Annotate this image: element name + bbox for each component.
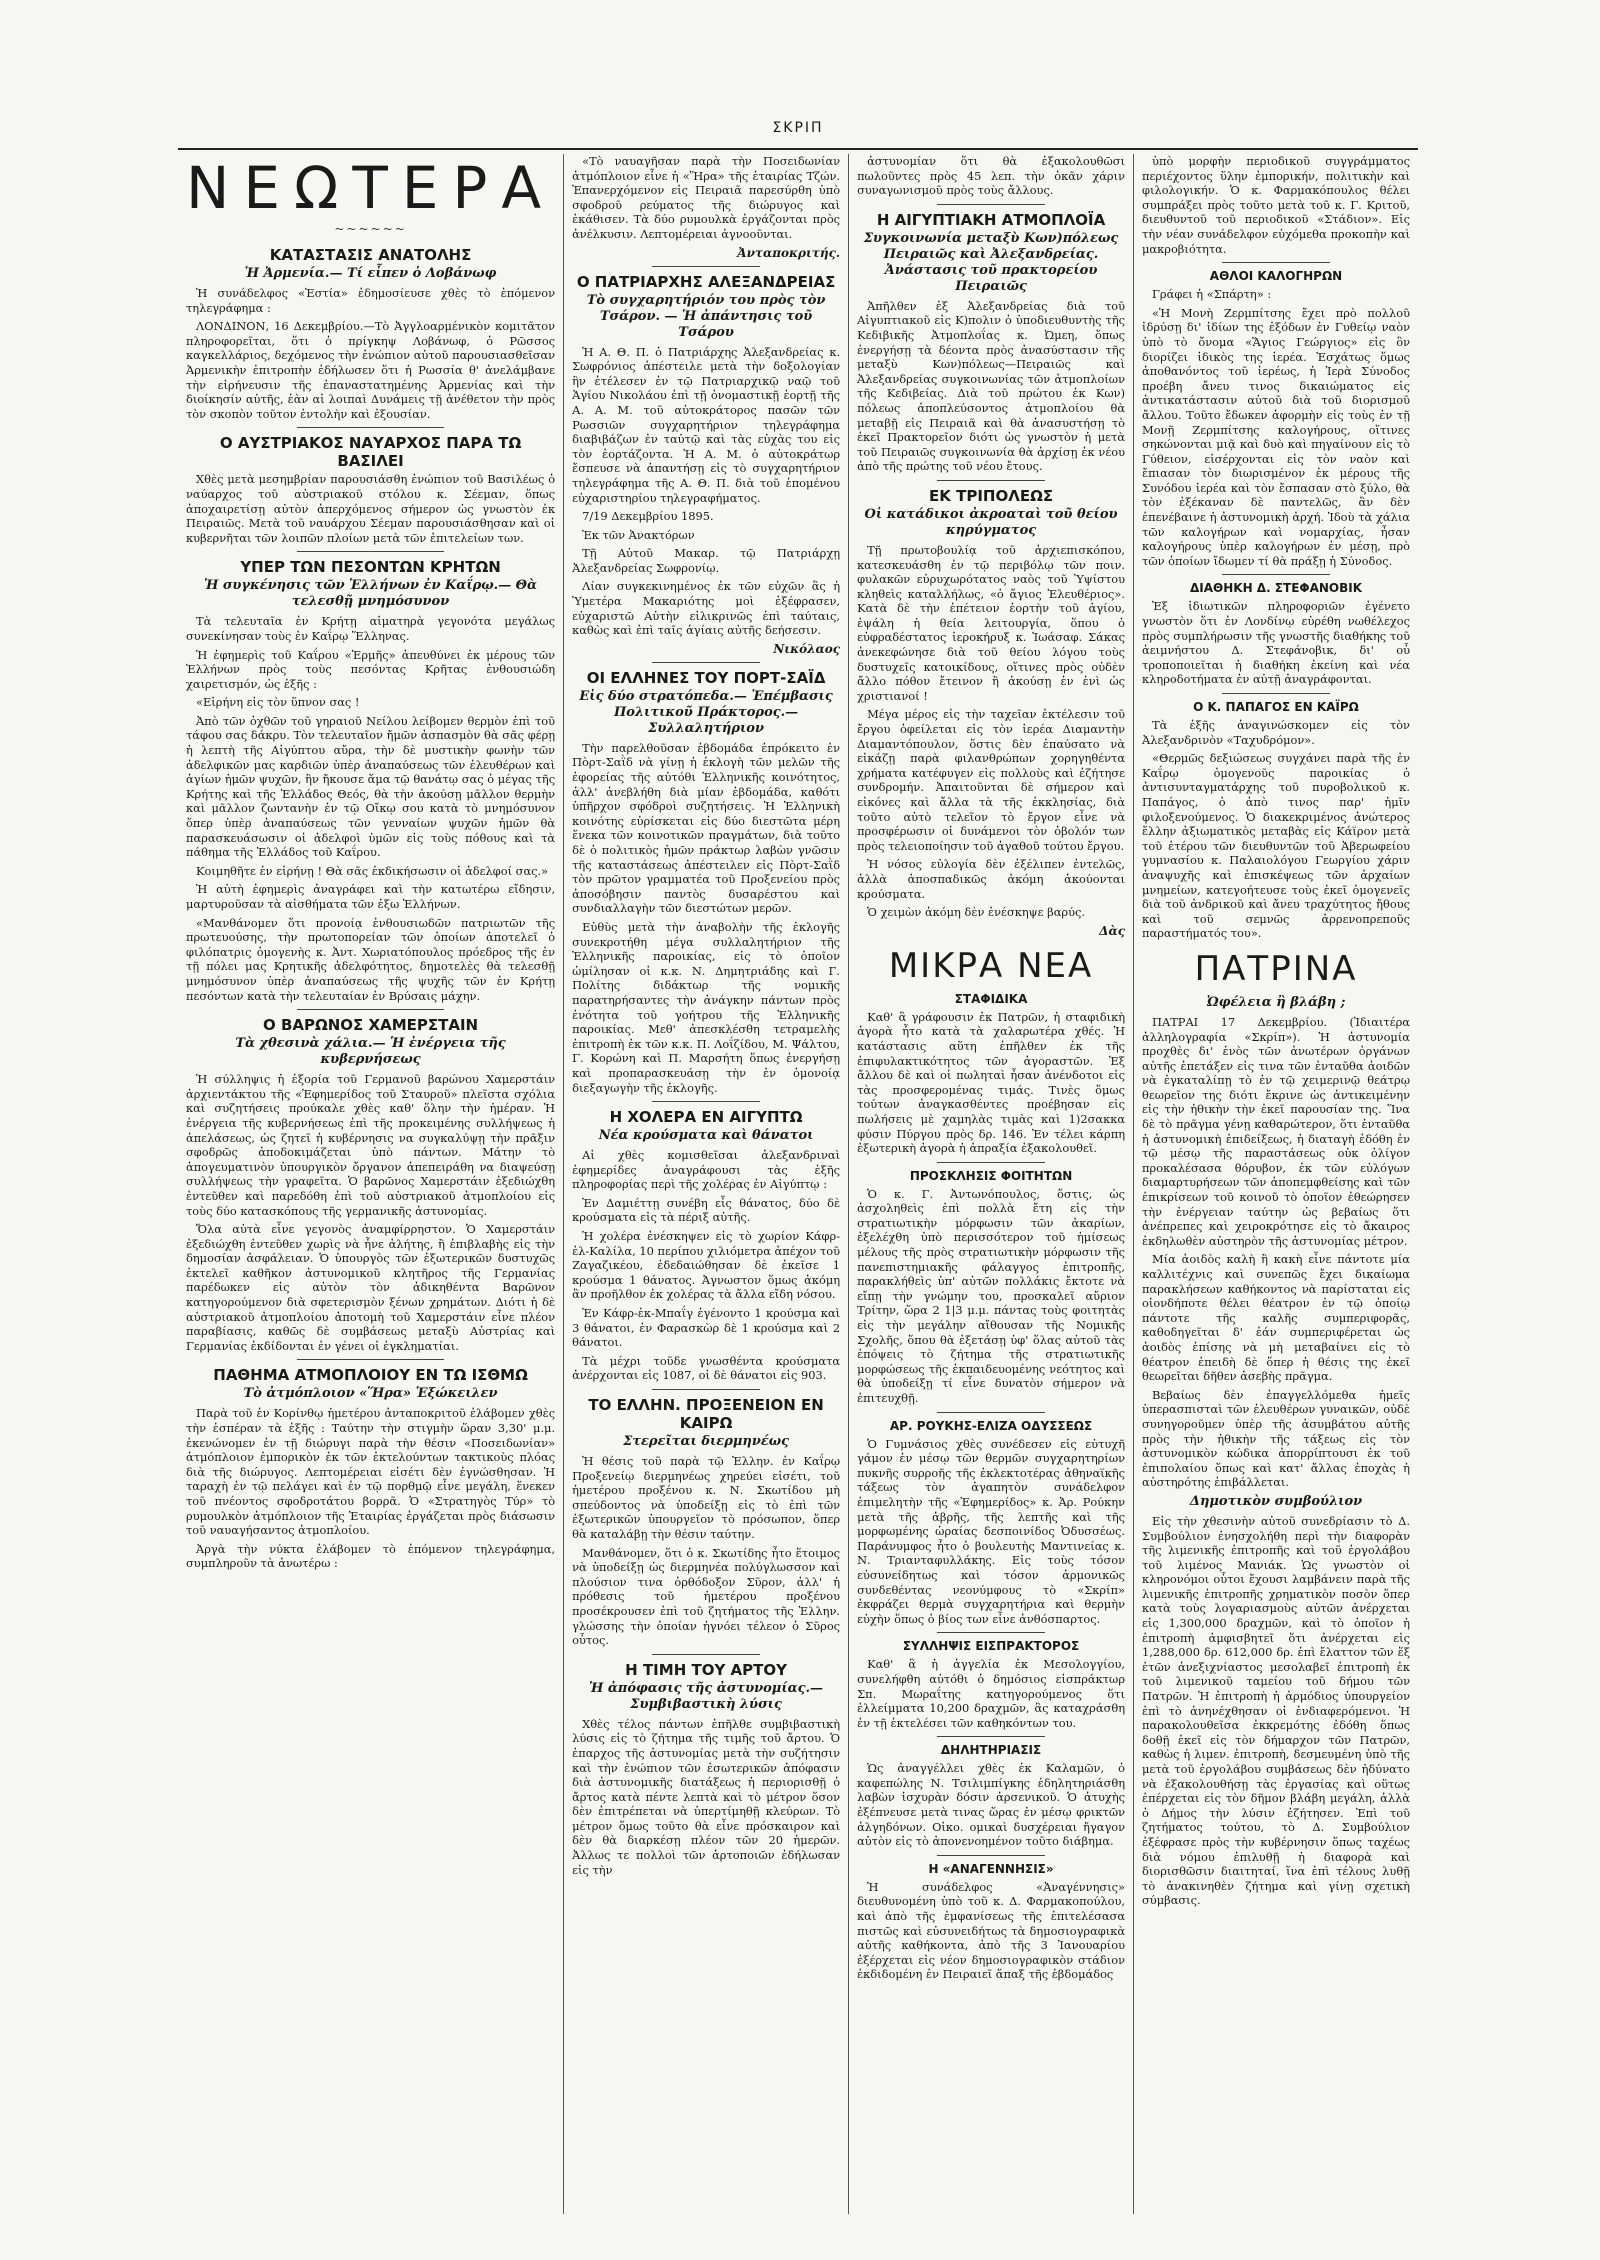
article-heading: ΕΚ ΤΡΙΠΟΛΕΩΣ [929, 486, 1054, 505]
article-subheading: Τὸ ἀτμόπλοιον «Ἥρα» Ἐξώκειλεν [243, 1386, 498, 1402]
article-text: Εἰς τὴν χθεσινὴν αὐτοῦ συνεδρίασιν τὸ Δ. Συμβούλιον ἐνησχολήθη περὶ τὴν διαφορὰν τῆς λιμενικῆς ἐπιτροπῆς καὶ τοῦ ἐργολάβου τοῦ λιμένος Μανιάκ. Ὡς γνωστὸν οἱ κληρονόμοι οὗτοι ἔχουσι λαμβάνειν παρὰ τῆς λιμενικῆς ἐπιτροπῆς χρηματικὸν ποσὸν ὅπερ κατὰ τοὺς λογαριασμοὺς αὐτῶν ἀνέρχεται εἰς 1,300,000 δραχμῶν, καὶ τὸ ὁποῖον ἡ ἐπιτροπὴ ἀμφισβητεῖ ὅτι ἀνέρχεται εἰς 1,288,000 δρ. 612,000 δρ. ἐπὶ ἔλαττον τῶν ἕξ ἐτῶν ἀνεξιχνίαστος μεσολαβεῖ ἐπιτροπὴ ἐκ τοῦ λιμενικοῦ ταμείου τοῦ δήμου τῶν Πατρῶν. Ἡ ἐπιτροπὴ ἡ ἀρμόδιος ὑπουργείον ἐπὶ τὸ ἀνηνέχθησαν οἱ ἐνδιαφερόμενοι. Ἡ παρακολουθεῖσα ἐκκρεμότης ἐδόθη ὅπως δοθῇ ἐκεῖ εἰς τὸν δήμαρχον τῶν Πατρῶν, καθὼς ἡ λιμεν. ἐπιτροπὴ, δεσμευμένη ὑπὸ τῆς μετὰ τοῦ ἐργολάβου συμβάσεως δὲν ἠδύνατο νὰ ἐξακολουθήσῃ τὰς ἐργασίας καὶ οὕτως ἐπέρχεται εἰς τὸν δῆμον βλάβη μεγάλη, ἀλλὰ ὁ Δήμος τὴν λύσιν ἐζήτησεν. Ἐπὶ τοῦ ζητήματος τούτου, τὸ Δ. Συμβούλιον ἐξέφρασε πρὸς τὴν κυβέρνησιν ὅπως ταχέως διὰ νόμου ἐπιλυθῇ ἡ διαφορὰ καὶ διορισθῶσιν διαιτηταί, ἵνα ἐπὶ τέλους λυθῇ τὸ ἀνακινηθὲν ζήτημα καὶ γίνῃ σχετικὴ σύμβασις. [1142, 1513, 1410, 1908]
article-subheading: Ἡ Ἀρμενία.— Τί εἶπεν ὁ Λοβάνωφ [244, 266, 497, 281]
article-text: ἀστυνομίαν ὅτι θὰ ἐξακολουθῶσι πωλοῦντες πρὸς 45 λεπ. τὴν ὀκᾶν χάριν συναγωνισμοῦ πρὸς τοὺς ἄλλους. [857, 154, 1126, 198]
article-heading: Ο ΒΑΡΩΝΟΣ ΧΑΜΕΡΣΤΑΙΝ [262, 1016, 479, 1035]
article-text: ΠΑΤΡΑΙ 17 Δεκεμβρίου. (Ἰδιαιτέρα ἀλληλογραφία «Σκρίπ»). Ἡ ἀστυνομία προχθὲς δι' ἑνὸς τῶν ἀνωτέρων ὀργάνων αὐτῆς ἐπετάξεν εἰς τινα τῶν ἐνταῦθα ἀοιδῶν νὰ ἐγκαταλίπῃ τὸ ἐν τῷ χειμερινῷ θεάτρῳ θεωρεῖον της διότι ἔκρινε ὡς ἀντικειμένην εἰς τὴν ἠθικὴν τὴν ἐκεῖ παρουσίαν της. Ἵνα δὲ τὸ πρᾶγμα γένῃ καθαρώτερον, ὅτι ἐνταῦθα ἡ ἀστυνομικὴ ἐπιδείξεως, ἡ διαταγὴ ἐδόθη ἐν τῷ μέσῳ τῆς παραστάσεως οὐκ ὀλίγον προκαλέσασα θόρυβον, ἐκ τῶν εὐλόγων διαμαρτυρήσεων τῶν ἀποπεμφθείσης καὶ τῶν ἐπικρίσεων τοῦ κοινοῦ τὸ ὁποῖον ἐθεώρησεν τὴν ἐνέργειαν ταύτην ὡς βεβαίως ὅτι ἀνέπρεπες καὶ χειροκρότησε εἰς τὸ ἄκαιρος ἐκδηλωθὲν αὐστηρὸν τῆς ἀστυνομίας μέτρον. [1142, 1014, 1410, 1248]
article-text: Καθ' ἃ ἡ ἀγγελία ἐκ Μεσολογγίου, συνελήφθη αὐτόθι ὁ δημόσιος εἰσπράκτωρ Σπ. Μωραΐτης κατηγορούμενος ὅτι ἐλλείμματα 10,200 δραχμῶν, ἃς καταχράσθη ἐν τῇ ἐκτελέσει τῶν καθηκόντων του. [857, 1657, 1126, 1730]
article-heading: Η «ΑΝΑΓΕΝΝΗΣΙΣ» [928, 1861, 1054, 1876]
article-text: Μέγα μέρος εἰς τὴν ταχεῖαν ἐκτέλεσιν τοῦ ἔργου ὀφείλεται εἰς τὸν ἱερέα Διαμαντὴν Διαμαντόπουλον, ὅστις δὲν ἐπαύσατο νὰ εἰκάζῃ παρὰ φιλανθρώπων χορηγηθέντα χρήματα κατέφυγεν εἰς πολλοὺς καὶ ἐζήτησε συνδρομήν. Ἀπαιτοῦνται δὲ σήμερον καὶ εἰκόνες καὶ ἄλλα τὰ τῆς ἐκκλησίας, διὰ τοῦτο αὐτὸ τελεῖον τὸ ἔργον εἶνε νὰ προσφέρωσιν οἱ δυνάμενοι τὸν ὀβολόν των πρὸς τελειοποίησιν τοῦ ἀγαθοῦ τούτου ἔργου. [857, 707, 1126, 853]
article-text: «Τὸ ναυαγῆσαν παρὰ τὴν Ποσειδωνίαν ἀτμόπλοιον εἶνε ἡ «Ἥρα» τῆς ἑταιρίας Τζών. Ἐπανερχόμενον εἰς Πειραιᾶ παρεσύρθη ὑπὸ σφοδροῦ ρεύματος τῆς διώρυγος καὶ ἐκάθισεν. Τὰ δύο ρυμουλκὰ ἐργάζονται πρὸς ἀνέλκυσιν. Λεπτομέρειαι ἀγνοοῦνται. [572, 154, 841, 241]
article-text: ΛΟΝΔΙΝΟΝ, 16 Δεκεμβρίου.—Τὸ Ἀγγλοαρμένικὸν κομιτᾶτον πληροφορεῖται, ὅτι ὁ πρίγκηψ Λοβάνωφ, ὁ Ρῶσσος καγκελλάριος, δεχόμενος τὴν ἐνώπιον αὐτοῦ παρουσιασθεῖσαν Ἀρμενικὴν ἐπιτροπὴν ἐδήλωσεν ὅτι ἡ Ρωσσία θ' ἀνελάμβανε τὴν εἰρήνευσιν τῆς ἐπαναστατημένης Ἀρμενίας καὶ τὴν διοίκησίν αὐτῆς, ἐὰν αἱ λοιπαὶ Δυνάμεις τῇ ἀνέθετον τὴν πρὸς τὸν σκοπὸν τοῦτον ἐντολὴν καὶ ἐξουσίαν. [186, 319, 556, 421]
article-heading: Ο Κ. ΠΑΠΑΓΟΣ ΕΝ ΚΑΪΡΩ [1193, 700, 1359, 714]
article-heading: Η ΤΙΜΗ ΤΟΥ ΑΡΤΟΥ [625, 1660, 787, 1679]
columns [178, 154, 1418, 2214]
article-text: Ἡ χολέρα ἐνέσκηψεν εἰς τὸ χωρίον Κάφρ-ἐλ-Καλίλα, 10 περίπου χιλιόμετρα ἀπέχον τοῦ Ζαγαζικέου, ἐδεδαιώθησαν δὲ ἐκεῖσε 1 κρούσμα 1 θάνατος. Ἀγνωστον ὅμως ἀκόμη ἂν προῆλθον ἐκ χολέρας τὰ ἄλλα εἴδη νόσου. [572, 1229, 841, 1302]
article-subheading: Συγκοινωνία μεταξὺ Κων)πόλεως Πειραιῶς καὶ Ἀλεξανδρείας. Ἀνάστασις τοῦ πρακτορείου Πειραιῶς [863, 230, 1119, 294]
article-text: Ἀπῆλθεν ἐξ Ἀλεξανδρείας διὰ τοῦ Αἰγυπτιακοῦ εἰς Κ)πολιν ὁ ὑποδιευθυντὴς τῆς Κεδιβικῆς Ἀτμοπλοΐας κ. Ὠμεη, ὅπως ἐνεργήσῃ τὰ δέοντα πρὸς ἀνασύστασιν τῆς μεταξὺ Κων)πόλεως—Πειραιῶς καὶ Ἀλεξανδρείας συγκοινωνίας τῶν ἀτμοπλοίων τῆς Κεδιβείας. Διὰ τοῦ πρώτου ἐκ Κων) πόλεως ἀποπλεύσοντος ἀτμοπλοίου θὰ μεταβῇ εἰς Πειραιᾶ καὶ θὰ ἀνασυστήσῃ τὸ ἐκεῖ Πρακτορεῖον διότι ὡς γνωστὸν ἡ μετὰ τοῦ Πειραιῶς συγκοινωνία θὰ ἀρχίσῃ ἐκ νέου ἀπὸ τῆς πρώτης τοῦ νέου ἔτους. [857, 298, 1126, 474]
article-text: «Θερμῶς δεξιώσεως συγχάνει παρὰ τῆς ἐν Καΐρῳ ὁμογενοῦς παροικίας ὁ ἀντισυνταγματάρχης τοῦ πυροβολικοῦ κ. Παπάγος, ὁ ἀπὸ τινος παρ' ἡμῖν φιλοξενούμενος. Ὁ διακεκριμένος ἀνώτερος ἕλλην ἀξιωματικὸς μεταβὰς εἰς Κάϊρον μετὰ τοῦ ἑτέρου τῶν διευθυντῶν τοῦ Ἀβερωφείου γυμνασίου κ. Παλαιολόγου Γεωργίου χάριν ἀναψυχῆς καὶ ἐπισκέψεως τῶν ἀρχαίων μνημείων, κατεγοήτευσε τοὺς ἐκεῖ ὁμογενεῖς διὰ τοῦ ἀνδρικοῦ καὶ ἄνευ τραχύτητος ἤθους καὶ τοῦ σεμνῶς ἀρρενοπρεποῦς παραστήματός του». [1142, 751, 1410, 941]
article-text: Ὁ κ. Γ. Ἀντωνόπουλος, ὅστις, ὡς ἀσχοληθεὶς ἐπὶ πολλὰ ἔτη εἰς τὴν στρατιωτικὴν μόρφωσιν τῶν ἀκαρίων, ἐξελέχθη ὑπὸ περισσότερον τοῦ ἡμίσεως μέλους τῆς πρὸς στρατιωτικὴν μόρφωσιν τῆς πανεπιστημιακῆς φάλαγγος ἐπιτροπῆς, παρακλήθεὶς ὑπ' αὐτῶν πολλάκις ἔκτοτε νὰ εἴπῃ τὴν γνώμην του, προσκαλεῖ αὔριον Τρίτην, ὥρα 2 1|3 μ.μ. πάντας τοὺς φοιτητὰς εἰς τὴν μεγάλην αἴθουσαν τῆς Νομικῆς Σχολῆς, ὅπου θὰ ἐξετάσῃ ὑφ' ὅλας αὐτοῦ τὰς ἐπόψεις τὸ ζήτημα τῆς στρατιωτικῆς μορφώσεως τῆς ἐκπαιδευομένης νεότητος καὶ θὰ ὑποδείξῃ τί εἶνε δυνατὸν σήμερον νὰ ἐπιτευχθῇ. [857, 1186, 1126, 1405]
article-text: Τὰ μέχρι τοῦδε γνωσθέντα κρούσματα ἀνέρχονται εἰς 1087, οἱ δὲ θάνατοι εἰς 903. [572, 1353, 841, 1383]
divider [1222, 262, 1329, 263]
article-subheading: Εἰς δύο στρατόπεδα.— Ἐπέμβασις Πολιτικοῦ Πράκτορος.— Συλλαλητήριον [579, 688, 833, 736]
article-subheading: Τὰ χθεσινὰ χάλια.— Ἡ ἐνέργεια τῆς κυβερνήσεως [235, 1036, 506, 1068]
divider [652, 1389, 759, 1390]
article-text: Ὁ Γυμνάσιος χθὲς συνέδεσεν εἰς εὐτυχῆ γάμον ἐν μέσῳ τῶν θερμῶν συγχαρητηρίων πυκνῆς συρροῆς τῆς ἐκλεκτοτέρας ἀθηναϊκῆς τάξεως τὸν ἀγαπητὸν συνάδελφον ἐπιμελητὴν τῆς «Ἐφημερίδος» κ. Ἀρ. Ρούκην μετὰ τῆς ἁβρῆς, τῆς λεπτῆς καὶ τῆς μορφωμένης ὡραίας δεσποινίδος Ὀδυσσέως. Παράνυμφος ἦτο ὁ βουλευτὴς Μαντινείας κ. Ν. Τριανταφυλλάκης. Εἰς τοὺς τόσον εὐσυνείδητως καὶ τόσον ἁρμονικῶς συνδεθέντας νεονύμφους τὸ «Σκρίπ» ἐκφράζει θερμὰ συγχαρητήρια καὶ θερμὴν εὐχὴν ὅπως ὁ βίος των εἶνε ἀνθόσπαρτος. [857, 1436, 1126, 1626]
article-subheading: Τὸ συγχαρητήριόν του πρὸς τὸν Τσάρον. — Ἡ ἀπάντησις τοῦ Τσάρου [586, 292, 826, 340]
article-text: Ἡ συνάδελφος «Ἑστία» ἐδημοσίευσε χθὲς τὸ ἑπόμενον τηλεγράφημα : [186, 286, 556, 315]
article-heading: ΚΑΤΑΣΤΑΣΙΣ ΑΝΑΤΟΛΗΣ [269, 246, 472, 264]
article-text: Ἡ θέσις τοῦ παρὰ τῷ Ἑλλην. ἐν Καΐρῳ Προξενείῳ διερμηνέως χηρεύει εἰσέτι, τοῦ ἡμετέρου προξένου κ. Ν. Σκωτίδου μὴ σπεύδοντος νὰ ὑποδείξῃ εἰς τὸ ἐπὶ τῶν ἐξωτερικῶν ὑπουργεῖον τὸ πρόσωπον, ὅπερ θὰ καταλάβῃ τὴν θέσιν ταύτην. [572, 1454, 841, 1541]
article-text: «Μανθάνομεν ὅτι προνοίᾳ ἐνθουσιωδῶν πατριωτῶν τῆς πρωτευούσης, τὴν πρωτοπορείαν τῶν ὁποίων ἀποτελεῖ ὁ φιλόπατρις ὁμογενὴς κ. Ἀντ. Χωριατόπουλος πρόεδρος τῆς ἐν τῇ πόλει μας Κρητικῆς ἀδελφότητος, δημοτελὲς θὰ τελεσθῇ μνημόσυνον ὑπὲρ ἀναπαύσεως τῆς ψυχῆς τῶν ἐν Κρήτῃ πεσόντων κατὰ τὴν τελευταίαν ἐν Βρύσαις μάχην. [186, 915, 556, 1003]
article-heading: Ο ΠΑΤΡΙΑΡΧΗΣ ΑΛΕΞΑΝΔΡΕΙΑΣ [576, 272, 836, 291]
article-heading: Η ΑΙΓΥΠΤΙΑΚΗ ΑΤΜΟΠΛΟΪΑ [876, 210, 1106, 229]
divider [937, 1162, 1044, 1163]
article-subheading: Ὠφέλεια ἢ βλάβη ; [1206, 994, 1346, 1010]
article-text: Τὰ ἑξῆς ἀναγινώσκομεν εἰς τὸν Ἀλεξανδρινὸν «Ταχυδρόμον». [1142, 718, 1410, 747]
article-text: Ἐκ τῶν Ἀνακτόρων [582, 527, 695, 542]
article-subheading: Οἱ κατάδικοι ἀκροαταὶ τοῦ θείου κηρύγματος [864, 506, 1118, 538]
divider [297, 1359, 445, 1360]
section-banner: ΝΕΩΤΕΡΑ [186, 154, 556, 222]
article-heading: ΔΗΛΗΤΗΡΙΑΣΙΣ [940, 1743, 1042, 1758]
article-text: Ἡ νόσος εὐλογία δὲν ἐξέλιπεν ἐντελῶς, ἀλλὰ ἀποσπαδικῶς ἀκόμη ἀκούονται κρούσματα. [857, 857, 1126, 901]
article-text: Τῇ πρωτοβουλίᾳ τοῦ ἀρχιεπισκόπου, κατεσκευάσθη ἐν τῷ περιβόλῳ τῶν ποιν. φυλακῶν εὐρυχωρότατος ναὸς τοῦ Ὑψίστου κληθεὶς καταλλήλως, «ὁ ἅγιος Ἐλευθέριος». Κατὰ δὲ τὴν ἐπέτειον ἑορτὴν τοῦ ἁγίου, ἐψάλη ἡ θεία λειτουργία, ὅπου ὁ εὐφραδέστατος ἱεροκήρυξ κ. Ἰωάσαφ. Σάκας ἀνεκεφώνησε διὰ τοῦ θείου λόγου τοὺς δυστυχεῖς κατοικίδους, οἵτινες πρὸς οὐδὲν ἄλλο πόθον ἔτεινον ἢ ἀκούσῃ ἐν ἑνὶ ὡς χριστιανοί ! [857, 542, 1126, 703]
article-text: Παρὰ τοῦ ἐν Κορίνθῳ ἡμετέρου ἀνταποκριτοῦ ἐλάβομεν χθὲς τὴν ἑσπέραν τὰ ἑξῆς : Ταύτην τὴν στιγμὴν ὥραν 3,30' μ.μ. ἐκενώνομεν ἐν τῇ διώρυγι παρὰ τὴν θέσιν «Ποσειδωνίαν» ἀτμόπλοιον ἐμπορικὸν ἐκ τῶν ἐκτελούντων τακτικοὺς πλόας διὰ τῆς διώρυγος. Λεπτομέρειαι εἰσέτι δὲν ἐγνώσθησαν. Ἡ ταραχὴ ἐν τῷ πελάγει καὶ ἐν τῷ πορθμῷ εἶνε μεγάλη, ἕνεκεν τοῦ πνέοντος σφοδροτάτου βορρᾶ. Ὁ «Στρατηγὸς Τύρ» τὸ ρυμουλκὸν ἀτμόπλοιον τῆς Ἑταιρίας ἐργάζεται πρὸς διάσωσιν τοῦ ναυαγήσαντος ἀτμοπλοίου. [186, 1406, 556, 1538]
divider [652, 266, 759, 267]
column-1 [178, 154, 564, 2214]
article-text: Καθ' ἃ γράφουσιν ἐκ Πατρῶν, ἡ σταφιδικὴ ἀγορὰ ἦτο κατὰ τὰ χαλαρωτέρα χθές. Ἡ κατάστασις αὕτη ἐπῆλθεν ἐκ τῆς ἐπιφυλακτικότητος τῶν ἀγοραστῶν. Ἐξ ἄλλου δὲ καὶ οἱ πωληταὶ ἦσαν ἀνένδοτοι εἰς τὰς προσφερομένας τιμάς. Τινὲς ὅμως τούτων ἀναγκασθέντες προέβησαν εἰς πωλήσεις μὲ χαμηλὰς τιμὰς καὶ 1)2σακκα φύσιν Πύργου πρὸς δρ. 146. Ἐν τέλει κάρπη ἐξωτερικὴ ἀγορὰ ἡ ἀπραξία ἐξακολουθεῖ. [857, 1009, 1126, 1156]
article-text: Ἡ ἐφημερὶς τοῦ Καΐρου «Ἑρμῆς» ἀπευθύνει ἐκ μέρους τῶν Ἑλλήνων πρὸς τοὺς πεσόντας Κρῆτας ἐνθουσιώδη χαιρετισμόν, ὡς ἑξῆς : [186, 647, 556, 691]
article-text: Τῇ Αὐτοῦ Μακαρ. τῷ Πατριάρχῃ Ἀλεξανδρείας Σωφρονίῳ. [572, 546, 841, 575]
article-text: Ἡ Α. Θ. Π. ὁ Πατριάρχης Ἀλεξανδρείας κ. Σωφρόνιος ἀπέστειλε μετὰ τὴν δοξολογίαν ἣν ἐτέλεσεν ἐν τῷ Πατριαρχικῷ ναῷ τοῦ Ἁγίου Νικολάου ἐπὶ τῇ ὀνομαστικῇ ἑορτῇ τῆς Α. Α. Μ. τοῦ αὐτοκράτορος πασῶν τῶν Ρωσσιῶν συγχαρητήριον τηλεγράφημα διαβιβάζων ἐν ταὐτῷ καὶ τὰς εὐχὰς του εἰς τὸν ἑορτάζοντα. Ἡ Α. Μ. ὁ αὐτοκράτωρ ἔσπευσε νὰ ἀπαντήσῃ εἰς τὸ συγχαρητήριον τηλεγράφημα τῆς Α. Θ. Π. διὰ τοῦ ἑπομένου εὐχαριστηρίου τηλεγραφήματος. [572, 344, 841, 505]
article-heading: Η ΧΟΛΕΡΑ ΕΝ ΑΙΓΥΠΤΩ [609, 1108, 803, 1127]
article-text: Ἀπὸ τῶν ὀχθῶν τοῦ γηραιοῦ Νείλου λείβομεν θερμὸν ἐπὶ τοῦ τάφου σας δάκρυ. Τὸν τελευταῖον ἤμῶν ἀσπασμὸν θὰ σᾶς φέρῃ ἡ λεπτὴ τῆς Αἰγύπτου αὔρα, τὴν δὲ μυστικὴν φωνὴν τῶν ἀδελφικῶν μας καρδιῶν ὑπὲρ ἀναπαύσεως τῶν ἐλευθέρων καὶ ἁγίων ἡμῶν ψυχῶν, ἣν ἤκουσε ἅμα τῷ θανάτῳ σας ὁ μέγας τῆς Κρήτης καὶ τῆς Ἑλλάδος Θεός, θὰ τὴν ἀκούσῃ μᾶλλον θερμὴν καὶ μᾶλλον ζωντανὴν ἐν τῷ Οἴκῳ σου κατὰ τὸ μνημόσυνον ὅπερ ὑπὲρ ἀναπαύσεως τῶν γενναίων ψυχῶν ἡμῶν θὰ παρασκευάσωσιν οἱ ἀδελφοὶ ὑμῶν εἰς τοὺς πόθους καὶ τὰ πάθημα τῆς Ἑλλάδος τοῦ Καΐρου. [186, 713, 556, 860]
article-text: ὑπὸ μορφὴν περιοδικοῦ συγγράμματος περιέχοντος ὕλην ἐμπορικήν, πολιτικὴν καὶ φιλολογικήν. Ὁ κ. Φαρμακόπουλος θέλει συμπράξει πρὸς τοῦτο μετὰ τοῦ κ. Γ. Κριτοῦ, διευθυντοῦ τοῦ περιοδικοῦ «Στάδιον». Εἰς τὴν νέαν συνάδελφον εὐχόμεθα προκοπὴν καὶ μακροβιότητα. [1142, 154, 1410, 256]
article-text: Αἱ χθὲς κομισθεῖσαι ἀλεξανδριναὶ ἐφημερίδες ἀναγράφουσι τὰς ἑξῆς πληροφορίας περὶ τῆς χολέρας ἐν Αἰγύπτῳ : [572, 1148, 841, 1192]
article-text: Γράφει ἡ «Σπάρτη» : [1152, 287, 1272, 302]
divider [652, 662, 759, 663]
article-heading: ΣΥΛΛΗΨΙΣ ΕΙΣΠΡΑΚΤΟΡΟΣ [902, 1639, 1080, 1654]
section-banner: ΜΙΚΡΑ ΝΕΑ [888, 945, 1094, 986]
column-2 [564, 154, 849, 2214]
divider [1222, 574, 1329, 575]
article-heading: ΤΟ ΕΛΛΗΝ. ΠΡΟΞΕΝΕΙΟΝ ΕΝ ΚΑΙΡΩ [588, 1396, 824, 1432]
article-text: Μανθάνομεν, ὅτι ὁ κ. Σκωτίδης ἦτο ἕτοιμος νὰ ὑποδείξῃ ὡς διερμηνέα πολύγλωσσον καὶ πλούσιον τινα ὀρθόδοξον Σῦρον, ἀλλ' ἡ πρόθεσις τοῦ ἡμετέρου προξένου προσέκρουσεν ἐπὶ τοῦ ζητήματος τῆς Ἑλλην. γλώσσης τὴν ὁποίαν ἠγνόει τέλεον ὁ Σῦρος οὗτος. [572, 1545, 841, 1648]
divider [652, 1654, 759, 1655]
article-subheading: Ἡ ἀπόφασις τῆς ἀστυνομίας.— Συμβιβαστικὴ λύσις [589, 1680, 824, 1712]
article-text: «Ἡ Μονὴ Ζερμπίτσης ἔχει πρὸ πολλοῦ ἱδρύσῃ δι' ἰδίων της ἐξόδων ἐν Γυθείῳ ναὸν ὑπὸ τὸ ὄνομα «Ἅγιος Γεώργιος» εἰς ὃν διορίζει ἰδικὸς της ἱερέα. Ἐσχάτως ὅμως ἀποθανόντος τοῦ ἱερέως, ἡ Ἱερὰ Σύνοδος προέβη ἄνευ τινος δικαιώματος εἰς ἀντικατάστασιν αὐτοῦ διὰ τοῦ διορισμοῦ ἄλλου. Τοῦτο ἔδωκεν ἀφορμὴν εἰς τοὺς ἐν τῇ Μονῇ Ζερμπίτσης καλογήρους, οἵτινες σηκώνονται μιᾷ καὶ δυὸ καὶ πηγαίνουν εἰς τὸ Γύθειον, εἰσέρχονται εἰς τὸν ναὸν καὶ ἔπιασαν τὸν διωρισμένον ἐκ μέρους τῆς Συνόδου ἱερέα καὶ τὸν ἔσπασαν στὸ ξύλο, θὰ τὸν ἐξέκαναν δὲ παντελῶς, ἂν δὲν ἐπενέβαινε ἡ ἀστυνομικὴ ἀρχή. Ἰδοὺ τὰ χάλια τῶν καλογήρων καὶ νομαρχίας, ἦσαν καλογήρους ὑπὲρ καλογήρων ἐν μέσῃ, πρὸ τῶν ὁποίων ἴδωμεν τί θὰ πράξῃ ἡ Σύνοδος. [1142, 305, 1410, 568]
article-text: 7/19 Δεκεμβρίου 1895. [582, 509, 714, 524]
divider [937, 1412, 1044, 1413]
newspaper-name: ΣΚΡΙΠ [772, 120, 824, 136]
article-heading: Ο ΑΥΣΤΡΙΑΚΟΣ ΝΑΥΑΡΧΟΣ ΠΑΡΑ ΤΩ ΒΑΣΙΛΕΙ [219, 434, 522, 471]
article-text: Ὡς ἀναγγέλλει χθὲς ἐκ Καλαμῶν, ὁ καφεπώλης Ν. Τσιλιμπίγκης ἐδηλητηριάσθη λαβὼν ἰσχυρὰν δόσιν ἀρσενικοῦ. Ὁ ἀτυχὴς ἐξέπνευσε μετὰ τινας ὥρας ἐν μέσῳ φρικτῶν ἀλγηδόνων. Οἰκο. ομικαὶ δυσχέρειαι ἤγαγον αὐτὸν εἰς τὸ ἀπονενοημένον τοῦτο διάβημα. [857, 1761, 1126, 1849]
divider [937, 480, 1044, 481]
divider [937, 1736, 1044, 1737]
section-banner: ΠΑΤΡΙΝΑ [1194, 948, 1358, 989]
article-heading: ΠΡΟΣΚΛΗΣΙΣ ΦΟΙΤΗΤΩΝ [909, 1168, 1073, 1183]
column-4 [1134, 154, 1418, 2214]
divider [937, 1855, 1044, 1856]
article-heading: ΟΙ ΕΛΛΗΝΕΣ ΤΟΥ ΠΟΡΤ-ΣΑΪΔ [586, 668, 826, 687]
column-3 [849, 154, 1134, 2214]
divider [297, 1009, 445, 1010]
article-heading: ΠΑΘΗΜΑ ΑΤΜΟΠΛΟΙΟΥ ΕΝ ΤΩ ΙΣΘΜΩ [213, 1366, 528, 1385]
article-text: Ἡ αὐτὴ ἐφημερὶς ἀναγράφει καὶ τὴν κατωτέρω εἴδησιν, μαρτυροῦσαν τὰ αἰσθήματα τῶν ἐξω Ἑλλήνων. [186, 882, 556, 911]
article-text: Βεβαίως δὲν ἐπαγγελλόμεθα ἡμεῖς ὑπερασπισταὶ τῶν ἐλευθέρων γυναικῶν, οὐδὲ συνηγοροῦμεν ὑπὲρ τῆς ἀσυμβάτου αὐτῆς πρὸς τὴν ἠθικὴν τῆς τάξεως εἰς τὸν ἀστυνομικὸν κώδικα ἀπορρίπτουσι ἐκ τοῦ ἐπιπολαίου ὅπως καὶ κατ' ἄλλας ἐποχὰς ἡ αὐστηρότης ἐπιβάλλεται. [1142, 1387, 1410, 1490]
article-text: Εὐθὺς μετὰ τὴν ἀναβολὴν τῆς ἐκλογῆς συνεκροτήθη μέγα συλλαλητήριον τῆς Ἑλληνικῆς παροικίας, εἰς τὸ ὁποῖον ὡμίλησαν οἱ κ.κ. Ν. Δημητριάδης καὶ Γ. Πολίτης διδάκτωρ τῆς νομικῆς παρατηρήσαντες τὴν ἀνάγκην πάντων πρὸς ἐνότητα τοῦ γοήτρου τῆς Ἑλληνικῆς παροικίας. Μεθ' ἀπεσκλέσθη τετραμελὴς ἐπιτροπὴ ἐκ τῶν κ.κ. Π. Λοΐζίδου, Μ. Ψάλτου, Γ. Κορώνη καὶ Π. Μαρσήτη ὅπως ἐνεργήσῃ καὶ προπαρασκευάσῃ τὴν ἐν ὁμονοίᾳ διεξαγωγὴν τῆς ἐκλογῆς. [572, 919, 841, 1095]
article-text: Ὁ χειμὼν ἀκόμη δὲν ἐνέσκηψε βαρύς. [867, 905, 1086, 920]
article-text: Ἡ σύλληψις ἡ ἐξορία τοῦ Γερμανοῦ βαρώνου Χαμερστάιν ἀρχιεντάκτου τῆς «Ἐφημερίδος τοῦ Σταυροῦ» πλεῖστα σχόλια καὶ συζητήσεις προύκαλε χθὲς καθ' ὅλην τὴν ἡμέραν. Ἡ ἐνέργεια τῆς κυβερνήσεως ἐπὶ τῆς προκειμένης συλλήψεως ἡ ἀπελάσεως, ὡς ζητεῖ ἡ κυβέρνησις να συγκαλύψῃ τὴν πρᾶξιν σφοδρῶς ἀποδοκιμάζεται ὑπὸ πάντων. Μάτην τὸ ἀπογευματινὸν ὑπουργικὸν ὄργανον ἀπεπειράθη να διαψεύσῃ συλλήψεως τὴν γραφεῖτα. Ὁ βαρῶνος Χαμερστάιν ἐξεδιώχθη ἐντεῦθεν καὶ παρεδόθη ἐπὶ τοῦ αὐστριακοῦ ἀτμοπλοίου εἰς τοὺς δύο κατασκόπους τῆς γερμανικῆς ἀστυνομίας. [186, 1072, 556, 1218]
article-heading: ΑΘΛΟΙ ΚΑΛΟΓΗΡΩΝ [1209, 269, 1343, 284]
article-heading: ΥΠΕΡ ΤΩΝ ΠΕΣΟΝΤΩΝ ΚΡΗΤΩΝ [240, 558, 501, 577]
article-text: Μία ἀοιδὸς καλὴ ἢ κακὴ εἶνε πάντοτε μία καλλιτέχνις καὶ συνεπῶς ἔχει δικαίωμα παρακλήσεων καθήκοντος νὰ παρίσταται εἰς οἱονδήποτε θέλει θέατρον ἐν τῷ ὁποίῳ πάντοτε τῆς καλῆς συμπεριφορᾶς, καθοδηγεῖται δ' ἐάν συμπεριφέρεται ὡς ἀοιδὸς ἐπίσης νὰ μὴ μεταβαίνει εἰς τὸ θέατρον ἐπειδὴ δὲ ὅπερ ἡ θέσις της ἐκεῖ θεωρεῖται δῆθεν ἀσεβὴς πρᾶγμα. [1142, 1252, 1410, 1384]
article-signature: Ἀνταποκριτής. [737, 245, 841, 260]
article-text: Τὴν παρελθοῦσαν ἑβδομάδα ἐπρόκειτο ἐν Πὸρτ-Σαῒδ νὰ γίνῃ ἡ ἐκλογὴ τῶν μελῶν τῆς ἐφορείας τῆς αὐτόθι Ἑλληνικῆς κοινότητος, ἀλλ' ἀνεβλήθη διὰ μίαν ἑβδομάδα, καθότι ὑπῆρχον σφόδροὶ συζητήσεις. Ἡ Ἑλληνικὴ κοινότης εὑρίσκεται εἰς δύο διεστῶτα μέρη ἕνεκα τῶν κοινοτικῶν πραγμάτων, διὰ τοῦτο δὲ ὁ πολιτικὸς ἡμῶν πράκτωρ λαβὼν γνῶσιν τῆς καταστάσεως ἀπέστειλεν εἰς Πὸρτ-Σαῒδ τὸν πρῶτον γραμματέα τοῦ Προξενείου πρὸς ἀποσόβησιν παντὸς δυσαρέστου καὶ συνδιαλλαγὴν τῶν διεστώτων μερῶν. [572, 740, 841, 916]
article-heading: ΣΤΑΦΙΔΙΚΑ [954, 991, 1028, 1006]
article-text: Ὅλα αὐτὰ εἶνε γεγονὸς ἀναμφίρρηστον. Ὁ Χαμερστάιν ἐξεδιώχθη ἐντεῦθεν χωρὶς νὰ ἦνε ἀλήτης, ἢ ἐπιβλαβὴς εἰς τὴν δημοσίαν ἀσφάλειαν. Ὁ ὑπουργὸς τῶν ἐξωτερικῶν δυστυχῶς ἐκτελεῖ καθῆκον ἀστυνομικοῦ κλητῆρος τῆς Γερμανίας παρέδωκεν εἰς αὐτὸν τὸν ἀδικηθέντα Βαρῶνον κατηγορούμενον διὰ σφετερισμὸν ξένων χρημάτων. Διότι ἡ δὲ αὐστριακοῦ ἀτμοπλοίου ἀποτομὴ τοῦ Χαμερστάιν εἶνε πλέον παραβίασις, καθῶς δὲ συμβάσεως μεταξὺ Αὐστρίας καὶ Γερμανίας ἐκδίδονται ἐν γένει οἱ ἐγκληματίαι. [186, 1222, 556, 1353]
divider [1222, 693, 1329, 694]
article-signature: Νικόλαος [773, 641, 841, 656]
banner-ornament: ~~~~~~ [334, 222, 407, 236]
divider [937, 1632, 1044, 1633]
divider [937, 204, 1044, 205]
article-heading: ΔΙΑΘΗΚΗ Δ. ΣΤΕΦΑΝΟΒΙΚ [1189, 581, 1363, 596]
article-text: Ἀργὰ τὴν νύκτα ἐλάβομεν τὸ ἑπόμενον τηλεγράφημα, συμπληροῦν τὰ ἀνωτέρω : [186, 1541, 556, 1571]
article-text: Ἡ συνάδελφος «Ἀναγέννησις» διευθυνομένη ὑπὸ τοῦ κ. Δ. Φαρμακοπούλου, καὶ ἀπὸ τῆς ἐμφανίσεως τῆς ἐπιτελέσασα πιστῶς καὶ εὐσυνειδήτως τὰ δημοσιογραφικὰ αὐτῆς καθήκοντα, ἀπὸ τῆς 3 Ἰανουαρίου ἐξέρχεται εἰς νέον δημοσιογραφικὸν στάδιον ἐκδιδομένη ἐν Πειραιεῖ ἅπαξ τῆς ἑβδομάδος [857, 1879, 1126, 1982]
article-text: «Εἰρήνη εἰς τὸν ὕπνον σας ! [196, 695, 360, 710]
article-subheading: Ἡ συγκένησις τῶν Ἑλλήνων ἐν Καΐρῳ.— Θὰ τελεσθῇ μνημόσυνον [204, 578, 538, 610]
article-subheading: Στερεῖται διερμηνέως [623, 1434, 790, 1449]
divider [297, 427, 445, 428]
masthead [178, 120, 1418, 150]
article-text: Κοιμηθῆτε ἐν εἰρήνῃ ! Θὰ σᾶς ἐκδικήσωσιν οἱ ἀδελφοί σας.» [196, 863, 549, 878]
article-text: Ἐν Κάφρ-ἐκ-Μπαΐγ ἐγένοντο 1 κρούσμα καὶ 3 θάνατοι, ἐν Φαρασκὼρ δὲ 1 κρούσμα καὶ 2 θάνατοι. [572, 1306, 841, 1350]
divider [297, 551, 445, 552]
article-text: Χθὲς μετὰ μεσημβρίαν παρουσιάσθη ἐνώπιον τοῦ Βασιλέως ὁ ναύαρχος τοῦ αὐστριακοῦ στόλου κ. Σέεμαν, ὅπως ἀποχαιρετίσῃ αὐτὸν ἀπερχόμενος σήμερον ὡς γνωστὸν ἐκ Πειραιῶς. Μετὰ τοῦ ναυάρχου Σέεμαν παρουσιάσθησαν καὶ οἱ κυβερνῆται τῶν λοιπῶν πλοίων μετὰ τῶν ἐπιτελείων των. [186, 472, 556, 545]
article-text: Τὰ τελευταῖα ἐν Κρήτῃ αἱματηρὰ γεγονότα μεγάλως συνεκίνησαν τοὺς ἐν Καΐρῳ Ἕλληνας. [186, 614, 556, 643]
article-heading: ΑΡ. ΡΟΥΚΗΣ-ΕΛΙΖΑ ΟΔΥΣΣΕΩΣ [889, 1418, 1093, 1433]
article-text: Χθὲς τέλος πάντων ἐπῆλθε συμβιβαστικὴ λύσις εἰς τὸ ζήτημα τῆς τιμῆς τοῦ ἄρτου. Ὁ ἐπαρχος τῆς ἀστυνομίας μετὰ τὴν συζήτησιν καὶ τὴν ἐνώπιον τῶν ἐσωτερικῶν ἀπόφασιν διὰ ἀστυνομικῆς διατάξεως ἡ περιορισθῇ ὁ ἄρτος κατὰ πέντε λεπτὰ καὶ τὸ μέτρον ὅσον δὲν ἐπιτρέπεται νὰ ὑπερτίμηθῇ κλεύρων. Τὸ μέτρον ὅμως τοῦτο θὰ εἶνε πρόσκαιρον καὶ δὲν θὰ διαρκέσῃ πλέον τῶν 20 ἡμερῶν. Ἀλλως τε πολλοὶ τῶν ἀρτοποιῶν ἐδήλωσαν εἰς τὴν [572, 1716, 841, 1877]
article-text: Ἐν Δαμιέττῃ συνέβη εἷς θάνατος, δύο δὲ κρούσματα εἰς τὰ πέριξ αὐτῆς. [572, 1195, 841, 1225]
article-text: Λίαν συγκεκινημένος ἐκ τῶν εὐχῶν ἃς ἡ Ὑμετέρα Μακαριότης μοὶ ἐξέφρασεν, εὐχαριστῶ Αὐτὴν εἰλικρινῶς ἐπὶ ταύταις, καθὼς καὶ ἐπὶ ταῖς ἁγίαις αὐτῆς δεήσεσιν. [572, 579, 841, 638]
divider [652, 1101, 759, 1102]
article-signature: Δὰς [1099, 923, 1126, 938]
article-subheading: Νέα κρούσματα καὶ θάνατοι [598, 1128, 814, 1144]
article-subheading: Δημοτικὸν συμβούλιον [1189, 1493, 1363, 1509]
article-text: Ἐξ ἰδιωτικῶν πληροφοριῶν ἐγένετο γνωστὸν ὅτι ἐν Λονδίνῳ εὑρέθη νωθέλεχος πρὸς συμπλήρωσιν τῆς γνωστῆς διαθήκης τοῦ ἀειμνήστου Δ. Στεφάνοβικ, δι' οὗ τροποποιεῖται ἡ διαθήκη ἐκείνη καὶ νέα κληροδοτήματα ἐν αὐτῇ ἀναγράφονται. [1142, 599, 1410, 687]
